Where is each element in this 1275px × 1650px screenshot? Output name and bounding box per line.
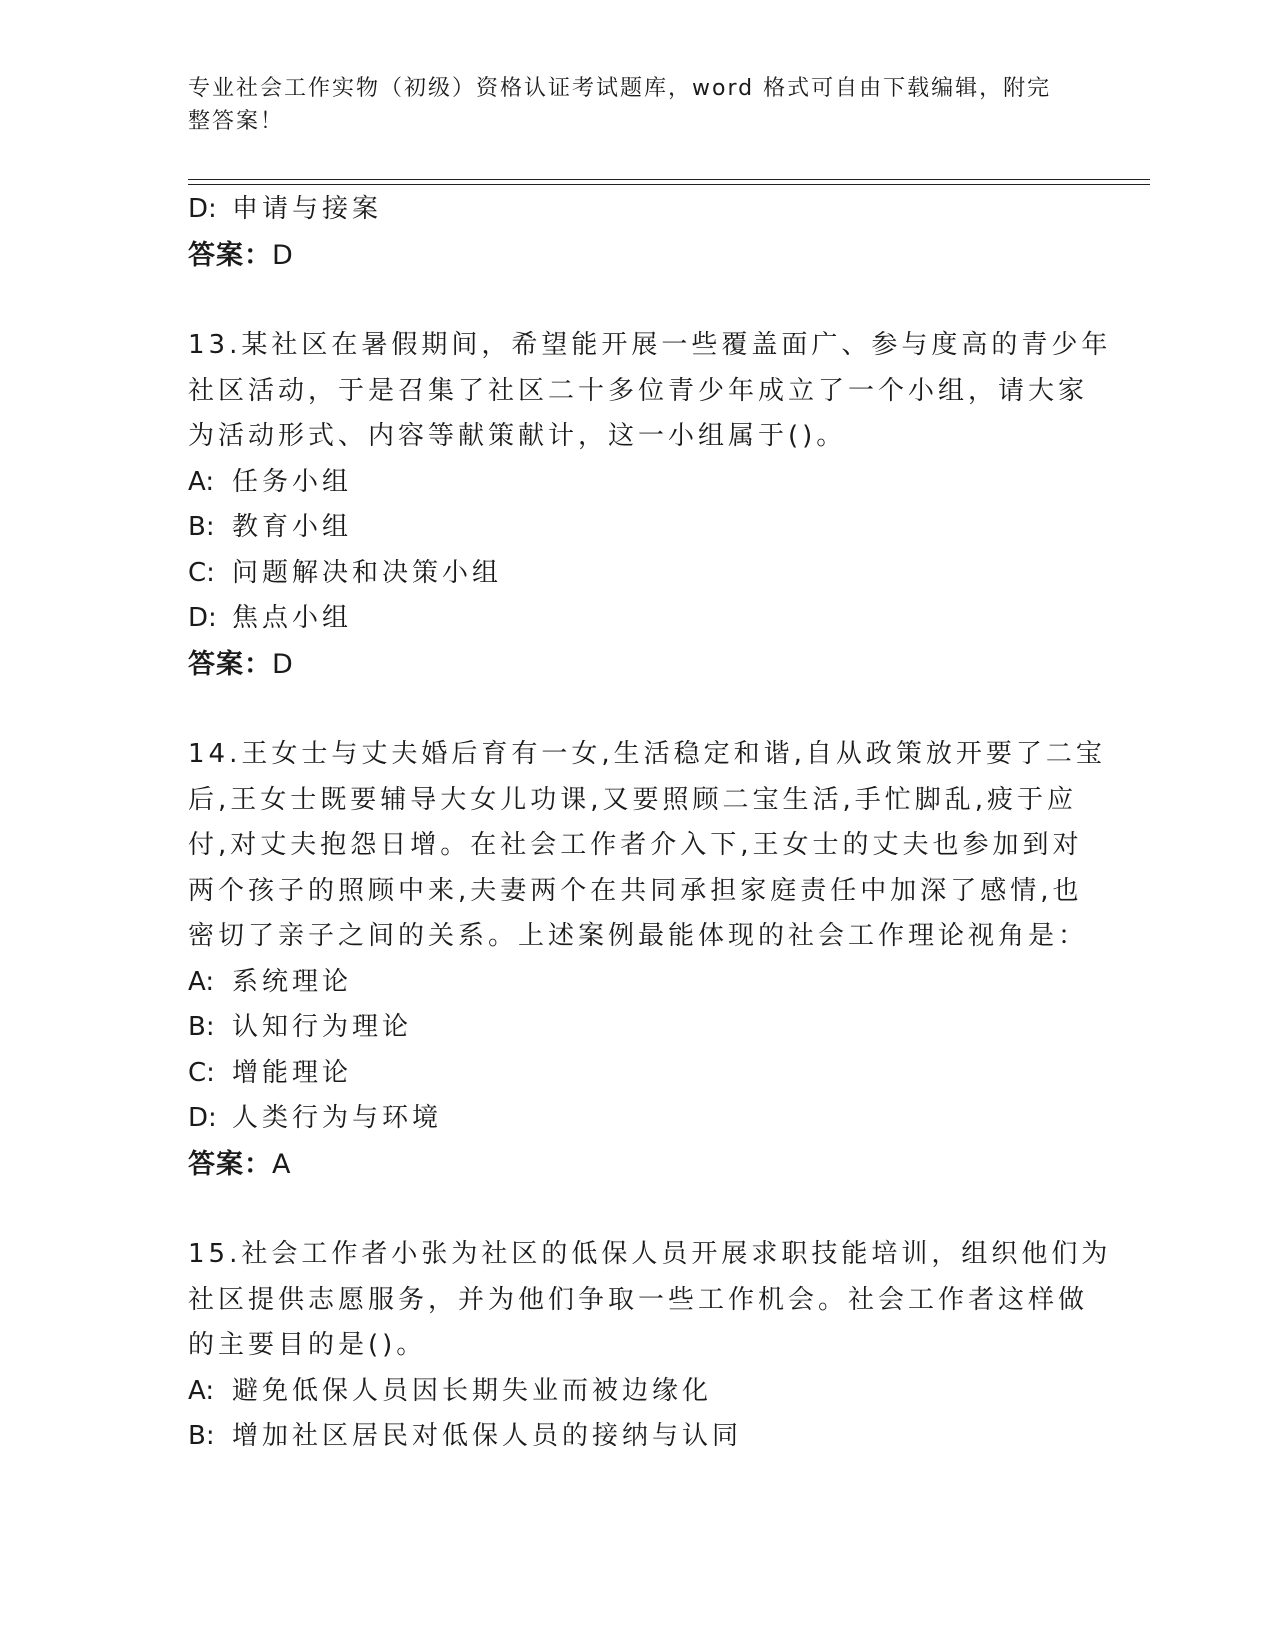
option-text: 系统理论	[232, 966, 353, 997]
option-label: D:	[188, 194, 217, 224]
prev-option-d	[188, 187, 1088, 233]
question-line: 密切了亲子之间的关系。上述案例最能体现的社会工作理论视角是：	[188, 921, 1089, 951]
option-label: A:	[188, 466, 215, 497]
question-line: 付,对丈夫抱怨日增。在社会工作者介入下,王女士的丈夫也参加到对	[188, 830, 1083, 860]
spacer	[188, 278, 1088, 323]
question-15-option-b	[188, 1414, 1088, 1460]
question-13-option-b	[188, 505, 1088, 551]
question-14-answer	[188, 1142, 1088, 1188]
option-label: A:	[188, 966, 215, 997]
answer-label: 答案：	[188, 239, 272, 271]
spacer	[188, 687, 1088, 732]
option-text: 任务小组	[232, 466, 353, 497]
answer-value: A	[272, 1148, 292, 1180]
question-line: 社区活动，于是召集了社区二十多位青少年成立了一个小组，请大家	[188, 375, 1089, 406]
question-line: 15.社会工作者小张为社区的低保人员开展求职技能培训，组织他们为	[188, 1239, 1112, 1269]
option-label: B:	[188, 512, 215, 542]
option-text: 增能理论	[232, 1057, 353, 1088]
spacer	[188, 1187, 1088, 1232]
header-line-2: 整答案！	[188, 109, 285, 134]
question-14-option-d	[188, 1096, 1088, 1142]
question-13-text	[188, 323, 1112, 460]
question-line: 13.某社区在暑假期间，希望能开展一些覆盖面广、参与度高的青少年	[188, 330, 1112, 360]
option-text: 申请与接案	[232, 194, 383, 224]
answer-label: 答案：	[188, 1148, 272, 1180]
question-13-option-d	[188, 596, 1088, 642]
question-13-option-a	[188, 460, 1088, 506]
option-label: C:	[188, 557, 215, 588]
option-text: 教育小组	[232, 512, 353, 542]
answer-value: D	[272, 648, 294, 680]
question-line: 的主要目的是()。	[188, 1330, 427, 1360]
question-line: 社区提供志愿服务，并为他们争取一些工作机会。社会工作者这样做	[188, 1284, 1089, 1315]
option-text: 认知行为理论	[232, 1012, 413, 1042]
answer-value: D	[272, 239, 294, 271]
option-label: B:	[188, 1012, 215, 1042]
prev-answer	[188, 233, 1088, 279]
option-text: 人类行为与环境	[232, 1103, 443, 1133]
header-divider-bottom	[188, 184, 1150, 185]
answer-label: 答案：	[188, 648, 272, 680]
header-divider-top	[188, 179, 1150, 180]
question-line: 14.王女士与丈夫婚后育有一女,生活稳定和谐,自从政策放开要了二宝	[188, 739, 1106, 769]
question-14-option-c	[188, 1051, 1088, 1097]
option-label: C:	[188, 1057, 215, 1088]
option-text: 问题解决和决策小组	[232, 557, 503, 588]
question-line: 后,王女士既要辅导大女儿功课,又要照顾二宝生活,手忙脚乱,疲于应	[188, 784, 1078, 815]
question-15-text	[188, 1232, 1112, 1369]
option-label: D:	[188, 603, 217, 633]
option-label: A:	[188, 1375, 215, 1406]
question-14-option-b	[188, 1005, 1088, 1051]
option-label: B:	[188, 1421, 215, 1451]
question-13-option-c	[188, 551, 1088, 597]
option-text: 避免低保人员因长期失业而被边缘化	[232, 1375, 713, 1406]
question-14-text	[188, 732, 1106, 960]
question-15-option-a	[188, 1369, 1088, 1415]
page-header	[188, 72, 1068, 138]
question-14-option-a	[188, 960, 1088, 1006]
question-content	[188, 187, 1112, 1460]
question-13-answer	[188, 642, 1088, 688]
option-text: 焦点小组	[232, 603, 353, 633]
question-line: 两个孩子的照顾中来,夫妻两个在共同承担家庭责任中加深了感情,也	[188, 875, 1083, 906]
header-line-1: 专业社会工作实物（初级）资格认证考试题库，word 格式可自由下载编辑，附完	[188, 76, 1052, 101]
option-label: D:	[188, 1103, 217, 1133]
question-line: 为活动形式、内容等献策献计，这一小组属于()。	[188, 421, 847, 451]
option-text: 增加社区居民对低保人员的接纳与认同	[232, 1421, 743, 1451]
